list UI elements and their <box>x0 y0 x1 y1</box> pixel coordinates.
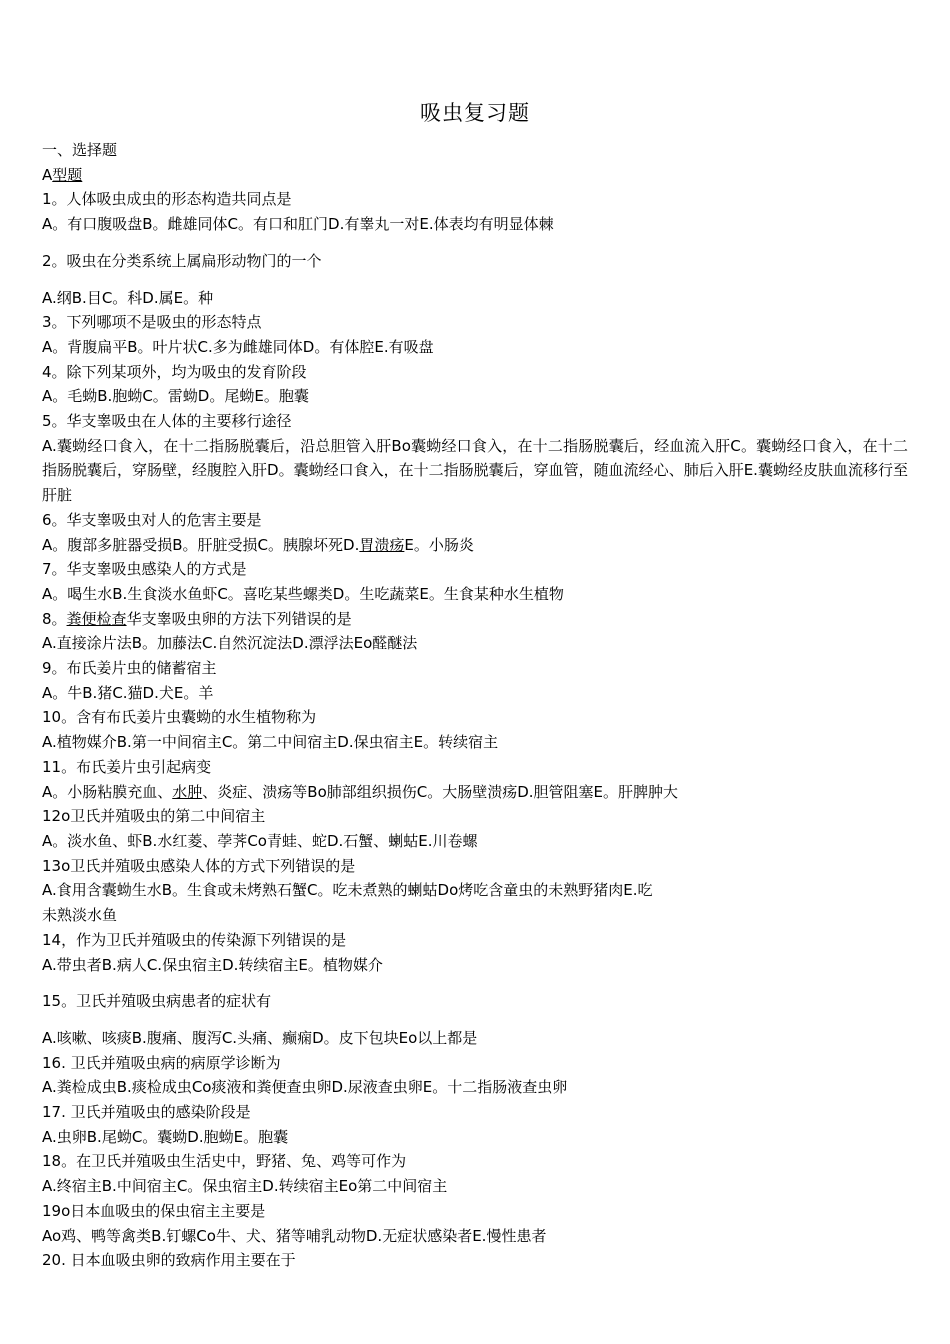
stool-exam-term: 粪便检查 <box>66 609 127 628</box>
options-11-part-a: A。小肠粘膜充血、 <box>42 782 173 801</box>
options-6 <box>42 533 908 558</box>
options-18: A.终宿主B.中间宿主C。保虫宿主D.转续宿主Eo第二中间宿主 <box>42 1177 448 1196</box>
question-8 <box>42 607 908 632</box>
options-4: A。毛蚴B.胞蚴C。雷蚴D。尾蚴E。胞囊 <box>42 387 309 406</box>
options-2: A.纲B.目C。科D.属E。种 <box>42 288 214 307</box>
question-8-number: 8。 <box>42 609 67 628</box>
question-13: 13o卫氏并殖吸虫感染人体的方式下列错误的是 <box>42 856 356 875</box>
options-8: A.直接涂片法B。加藤法C.自然沉淀法D.漂浮法Eo醛醚法 <box>42 634 418 653</box>
question-8-text: 华支睾吸虫卵的方法下列错误的是 <box>126 609 352 628</box>
question-20: 20. 日本血吸虫卵的致病作用主要在于 <box>42 1251 296 1270</box>
type-prefix: A <box>42 165 53 184</box>
options-11-part-b: 、炎症、溃疡等Bo肺部组织损伤C。大肠壁溃疡D.胆管阻塞E。肝脾肿大 <box>202 782 679 801</box>
options-13-line-2: 未熟淡水鱼 <box>42 906 118 925</box>
options-7: A。喝生水B.生食淡水鱼虾C。喜吃某些螺类D。生吃蔬菜E。生食某种水生植物 <box>42 584 564 603</box>
question-list <box>42 138 908 1273</box>
options-14: A.带虫者B.病人C.保虫宿主D.转续宿主E。植物媒介 <box>42 955 383 974</box>
page-title: 吸虫复习题 <box>420 101 530 125</box>
options-1: A。有口腹吸盘B。雌雄同体C。有口和肛门D.有睾丸一对E.体表均有明显体棘 <box>42 215 554 234</box>
question-15: 15。卫氏并殖吸虫病患者的症状有 <box>42 992 272 1011</box>
options-3: A。背腹扁平B。叶片状C.多为雌雄同体D。有体腔E.有吸盘 <box>42 337 434 356</box>
question-3: 3。下列哪项不是吸虫的形态特点 <box>42 313 262 332</box>
question-17: 17. 卫氏并殖吸虫的感染阶段是 <box>42 1103 251 1122</box>
options-13-line-1: A.食用含囊蚴生水B。生食或未烤熟石蟹C。吃未煮熟的蝲蛄Do烤吃含童虫的未熟野猪肉E.吃 <box>42 881 653 900</box>
options-6-part-b: E。小肠炎 <box>404 535 474 554</box>
options-11 <box>42 780 908 805</box>
options-9: A。牛B.猪C.猫D.犬E。羊 <box>42 683 214 702</box>
options-16: A.粪检成虫B.痰检成虫Co痰液和粪便查虫卵D.尿液查虫卵E。十二指肠液查虫卵 <box>42 1078 568 1097</box>
question-1: 1。人体吸虫成虫的形态构造共同点是 <box>42 190 292 209</box>
options-6-part-a: A。腹部多脏器受损B。肝脏受损C。胰腺坏死D. <box>42 535 360 554</box>
edema-term: 水肿 <box>172 782 203 801</box>
question-2: 2。吸虫在分类系统上属扁形动物门的一个 <box>42 251 322 270</box>
options-15: A.咳嗽、咳痰B.腹痛、腹泻C.头痛、癫痫D。皮下包块Eo以上都是 <box>42 1028 478 1047</box>
options-12: A。淡水鱼、虾B.水红菱、荸荠Co青蛙、蛇D.石蟹、蝲蛄E.川卷螺 <box>42 831 478 850</box>
section-heading: 一、选择题 <box>42 141 118 159</box>
question-14: 14，作为卫氏并殖吸虫的传染源下列错误的是 <box>42 930 347 949</box>
options-19: Ao鸡、鸭等禽类B.钉螺Co牛、犬、猪等哺乳动物D.无症状感染者E.慢性患者 <box>42 1226 547 1245</box>
question-9: 9。布氏姜片虫的储蓄宿主 <box>42 659 217 678</box>
question-18: 18。在卫氏并殖吸虫生活史中，野猪、兔、鸡等可作为 <box>42 1152 407 1171</box>
question-16: 16. 卫氏并殖吸虫病的病原学诊断为 <box>42 1053 281 1072</box>
question-type-heading <box>42 163 908 188</box>
question-7: 7。华支睾吸虫感染人的方式是 <box>42 560 247 579</box>
options-17: A.虫卵B.尾蚴C。囊蚴D.胞蚴E。胞囊 <box>42 1127 289 1146</box>
question-4: 4。除下列某项外，均为吸虫的发育阶段 <box>42 362 307 381</box>
question-11: 11。布氏姜片虫引起病变 <box>42 757 212 776</box>
type-label: 型题 <box>52 165 83 184</box>
options-5: A.囊蚴经口食入，在十二指肠脱囊后，沿总胆管入肝Bo囊蚴经口食入，在十二指肠脱囊后，经血流入肝C。囊蚴经口食入，在十二指肠脱囊后，穿肠壁，经腹腔入肝D。囊蚴经口食入，在十二指肠脱囊后，穿血管，随血流经心、肺后入肝E.囊蚴经皮肤血流移行至肝脏 <box>42 436 908 505</box>
question-19: 19o日本血吸虫的保虫宿主主要是 <box>42 1201 266 1220</box>
question-10: 10。含有布氏姜片虫囊蚴的水生植物称为 <box>42 708 317 727</box>
stomach-ulcer-term: 胃溃疡 <box>359 535 405 554</box>
question-6: 6。华支睾吸虫对人的危害主要是 <box>42 510 262 529</box>
question-5: 5。华支睾吸虫在人体的主要移行途径 <box>42 412 292 431</box>
options-10: A.植物媒介B.第一中间宿主C。第二中间宿主D.保虫宿主E。转续宿主 <box>42 733 499 752</box>
question-12: 12o卫氏并殖吸虫的第二中间宿主 <box>42 807 266 826</box>
